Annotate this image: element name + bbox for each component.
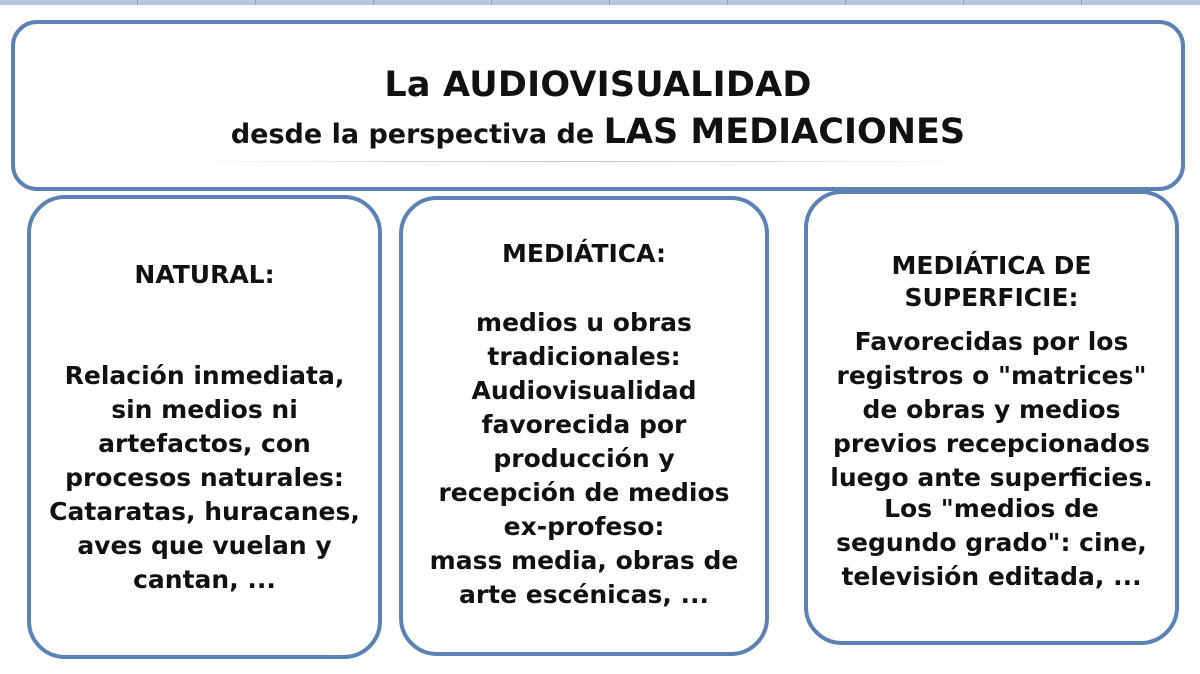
card-body xyxy=(808,492,1175,594)
title-main: La AUDIOVISUALIDAD xyxy=(384,65,812,105)
card-body-line: segundo grado": cine, xyxy=(836,528,1147,557)
card-body-line: de obras y medios xyxy=(862,395,1121,424)
card-body-line: favorecida por xyxy=(481,410,687,439)
title-subtitle-emphasis: LAS MEDIACIONES xyxy=(603,112,966,152)
card-body-line: registros o "matrices" xyxy=(836,361,1147,390)
card-heading-line: MEDIÁTICA: xyxy=(502,239,666,268)
card-body-line: medios u obras xyxy=(476,308,692,337)
card-heading-line: SUPERFICIE: xyxy=(904,283,1079,312)
card-body-line: mass media, obras de xyxy=(429,546,739,575)
card-mediatica xyxy=(399,196,769,656)
card-heading xyxy=(31,259,378,291)
card-mediatica-superficie xyxy=(804,190,1179,645)
card-body-line: previos recepcionados xyxy=(833,429,1150,458)
card-body-line: ex-profeso: xyxy=(503,512,665,541)
card-body-line: televisión editada, ... xyxy=(841,562,1142,591)
card-body xyxy=(31,359,378,597)
card-body-line: producción y xyxy=(493,444,675,473)
card-body-line: Relación inmediata, xyxy=(64,361,345,390)
card-body-line: Audiovisualidad xyxy=(471,376,697,405)
card-body-line: sin medios ni xyxy=(111,395,298,424)
card-body-line: tradicionales: xyxy=(487,342,681,371)
card-heading xyxy=(403,238,765,270)
card-heading-line: MEDIÁTICA DE xyxy=(891,251,1092,280)
card-heading xyxy=(808,250,1175,314)
card-body-line: aves que vuelan y xyxy=(77,531,332,560)
card-body xyxy=(403,306,765,612)
title-box xyxy=(11,20,1185,191)
card-body-line: Favorecidas por los xyxy=(854,327,1129,356)
card-body-line: cantan, ... xyxy=(133,565,276,594)
card-body-line: arte escénicas, ... xyxy=(458,580,710,609)
title-subtitle xyxy=(15,112,1181,152)
title-underline xyxy=(175,161,985,162)
card-body xyxy=(808,325,1175,495)
card-body-line: artefactos, con xyxy=(98,429,311,458)
top-ruler-ticks xyxy=(0,0,1200,5)
title-subtitle-prefix: desde la perspectiva de xyxy=(230,119,595,150)
card-body-line: luego ante superficies. xyxy=(830,463,1153,492)
card-body-line: Cataratas, huracanes, xyxy=(49,497,360,526)
card-heading-line: NATURAL: xyxy=(134,260,275,289)
card-natural xyxy=(27,195,382,659)
card-body-line: Los "medios de xyxy=(884,494,1099,523)
card-body-line: procesos naturales: xyxy=(65,463,344,492)
card-body-line: recepción de medios xyxy=(438,478,730,507)
